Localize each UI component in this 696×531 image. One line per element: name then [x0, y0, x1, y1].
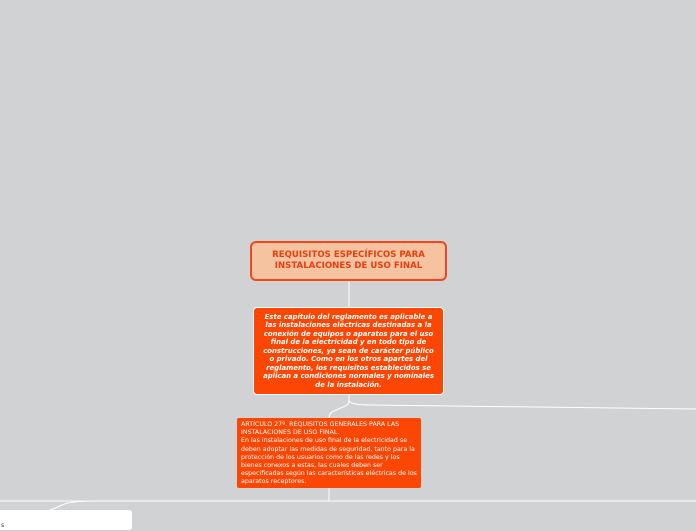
connector-to-partial-node	[50, 501, 95, 510]
partial-topic-node[interactable]	[0, 510, 132, 530]
article-27-title: ARTÍCULO 27º. REQUISITOS GENERALES PARA LAS INSTALACIONES DE USO FINAL.	[241, 421, 400, 437]
intro-topic-text: Este capítulo del reglamento es aplicable a las instalaciones eléctricas destinadas a la conexión de equipos o aparatos para el uso final de la electricidad y en todo tipo de construcciones, ya sean de carácter público o privado. Como en los otros apartes del reglamento, los requisitos establecidos se aplican a condiciones normales y nominales de la instalación.	[263, 312, 434, 389]
connector-intro-to-article	[329, 395, 349, 418]
connector-intro-to-right-branch	[349, 401, 696, 409]
root-topic-node[interactable]	[250, 241, 447, 281]
article-27-body: En las instalaciones de uso final de la electricidad se deben adoptar las medidas de seguridad, tanto para la protección de los usuarios como de las redes y los bienes conexos a estas, las cuales deben ser especificadas según las características eléctricas de los aparatos receptores.	[241, 437, 417, 486]
article-27-node[interactable]	[237, 418, 421, 488]
intro-topic-node[interactable]	[253, 307, 444, 395]
partial-topic-text: s	[1, 522, 5, 529]
root-topic-text: REQUISITOS ESPECÍFICOS PARA INSTALACIONES DE USO FINAL	[272, 250, 425, 271]
